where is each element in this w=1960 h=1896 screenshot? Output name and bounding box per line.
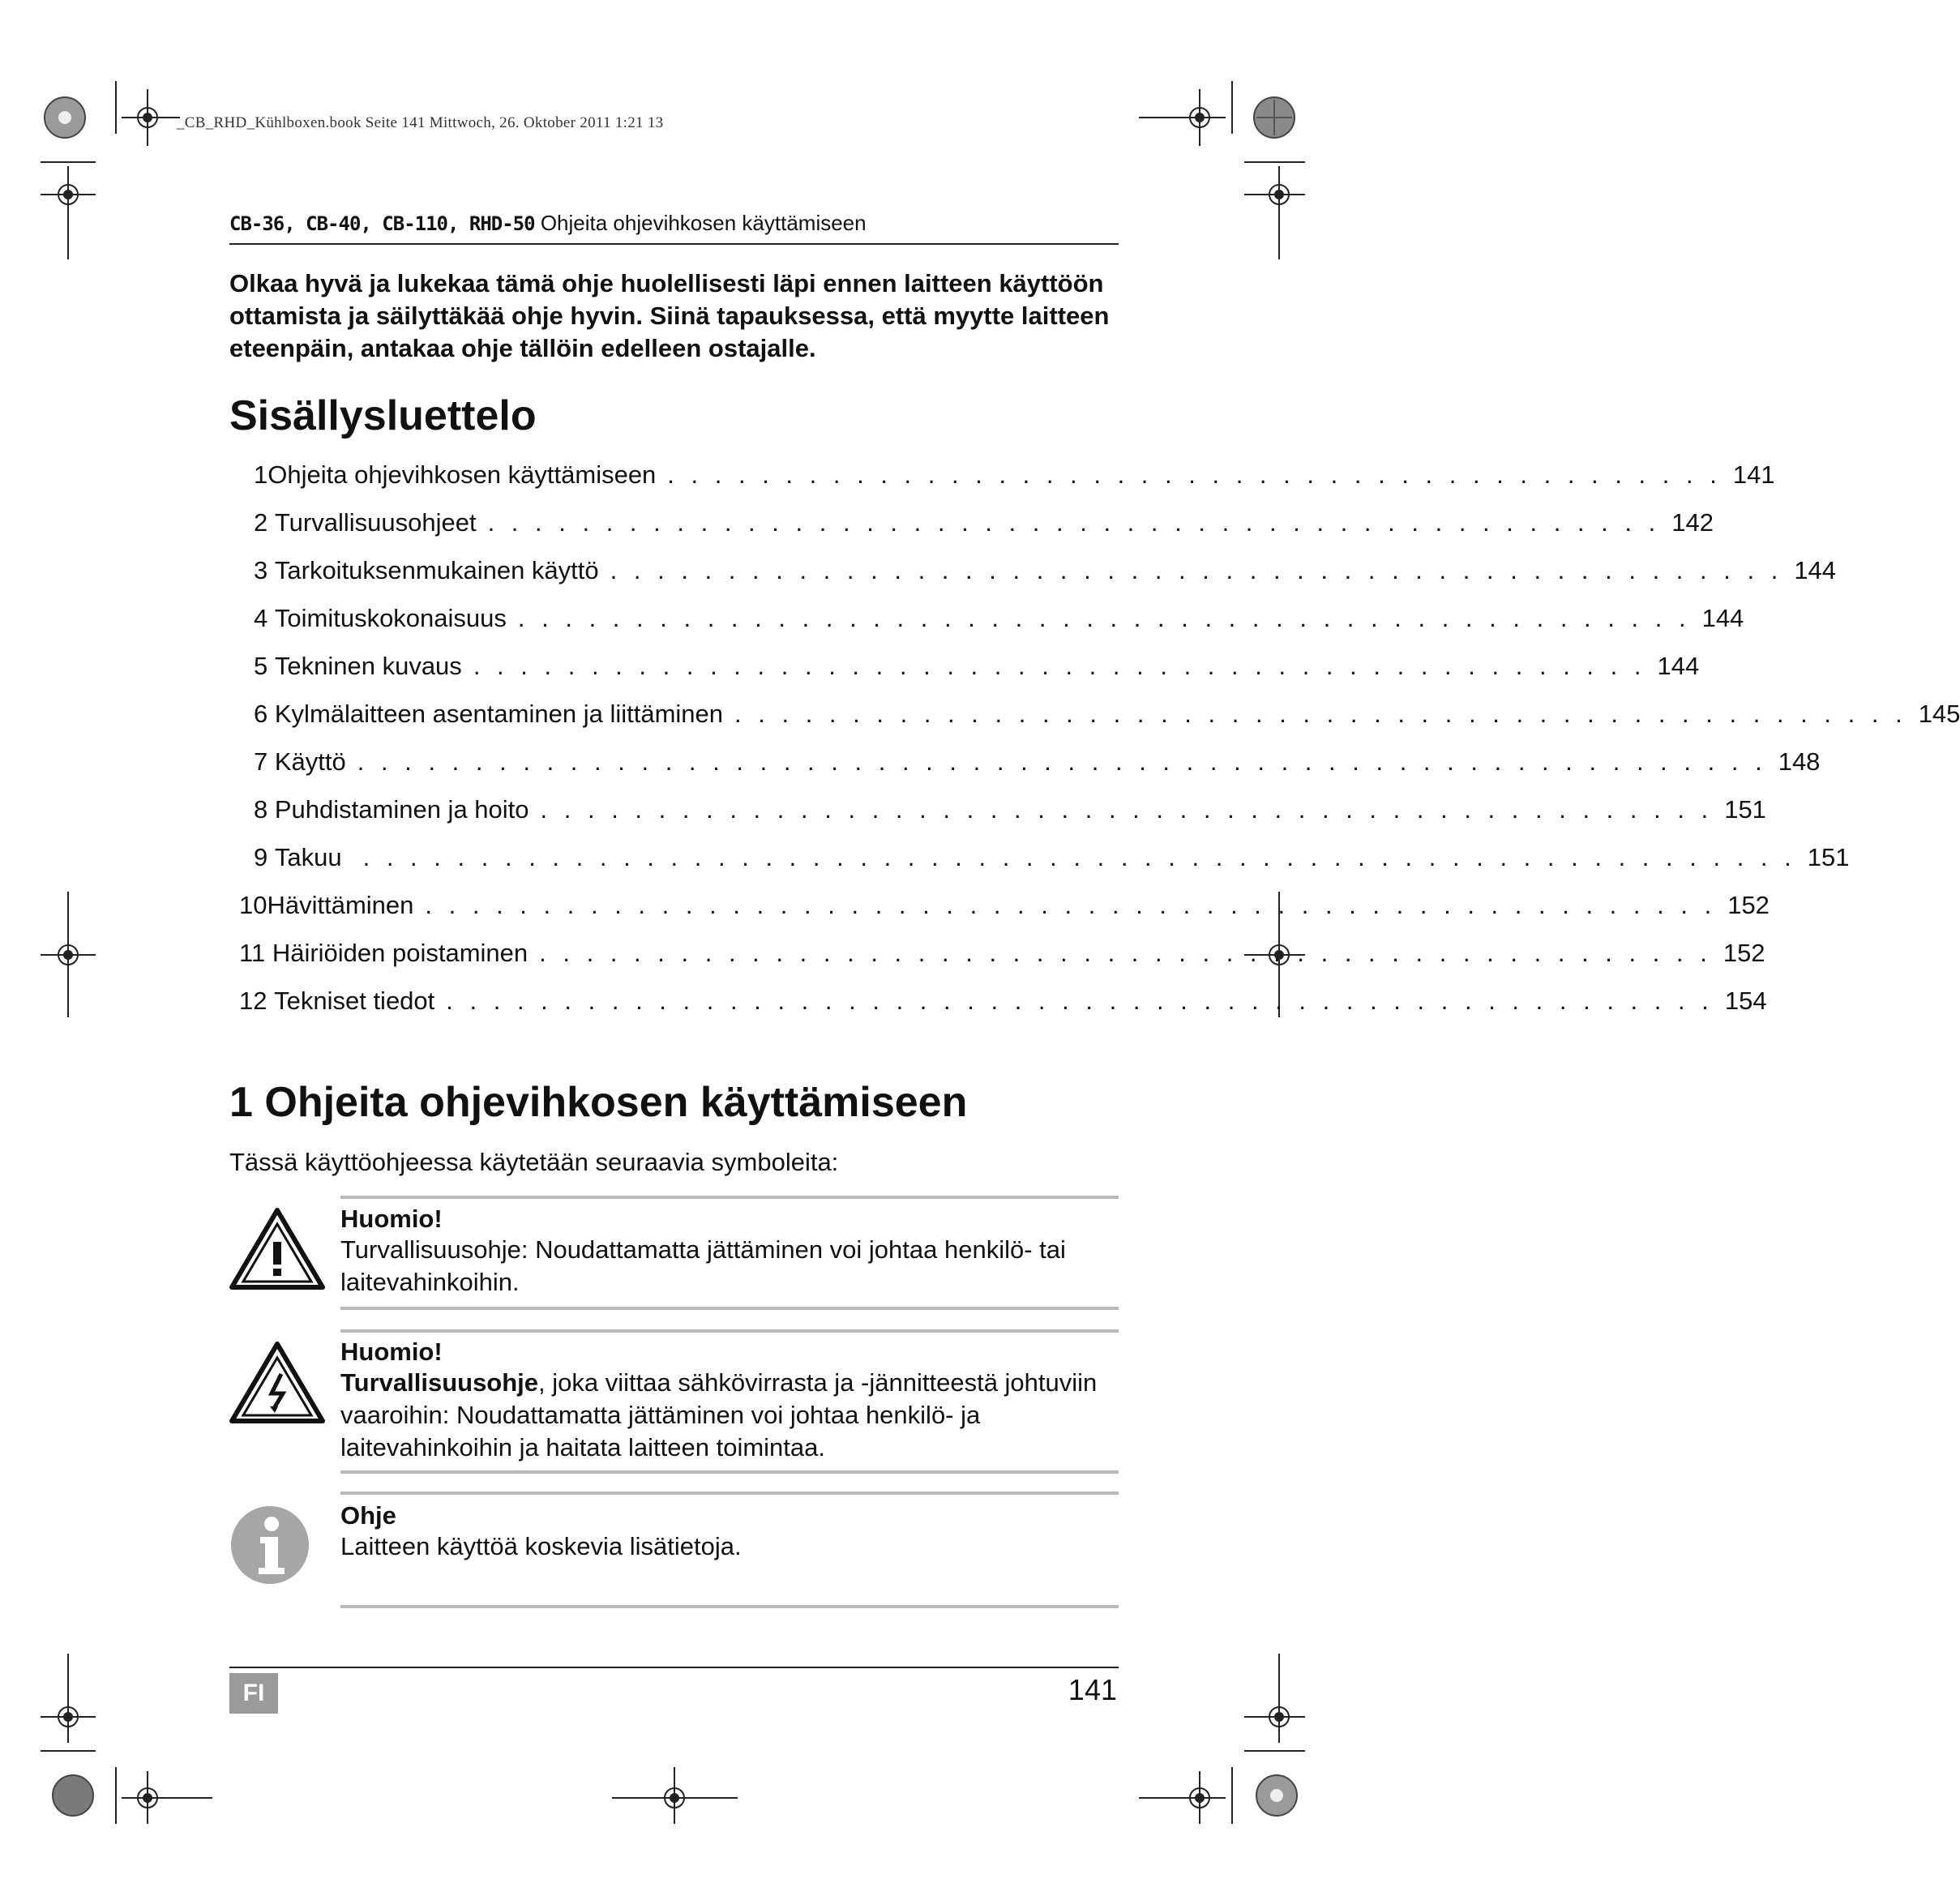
symbol-title: Huomio! <box>340 1205 443 1233</box>
footer-rule <box>229 1667 1119 1668</box>
toc-entry[interactable] <box>239 939 1765 971</box>
toc-entry[interactable] <box>254 843 1850 875</box>
toc-entry-number: 7 <box>254 747 268 776</box>
toc-entry-number: 9 <box>254 843 268 871</box>
toc-leader-dots: . . . . . . . . . . . . . . . . . . . . . . . . . . . . . . . . . . . . . . . . . . . . . . . . . . <box>539 939 1712 967</box>
toc-entry[interactable] <box>239 987 1767 1019</box>
color-target-icon <box>45 97 85 138</box>
color-target-icon <box>1254 97 1295 138</box>
toc-leader-dots: . . . . . . . . . . . . . . . . . . . . . . . . . . . . . . . . . . . . . . . . . . . . . . . . . . . . . . . . . . . . <box>357 747 1767 776</box>
toc-leader-dots: . . . . . . . . . . . . . . . . . . . . . . . . . . . . . . . . . . . . . . . . . . . . . . . . . . . . . . . . . . . . . <box>362 843 1796 871</box>
info-icon <box>229 1504 310 1586</box>
toc-entry-page: 152 <box>1727 891 1770 919</box>
divider <box>340 1196 1119 1199</box>
toc-entry-page: 145 <box>1918 700 1960 728</box>
toc-entry-title: Tarkoituksenmukainen käyttö <box>274 556 599 584</box>
divider <box>340 1470 1119 1474</box>
running-header <box>229 211 1119 245</box>
toc-leader-dots: . . . . . . . . . . . . . . . . . . . . . . . . . . . . . . . . . . . . . . . . . . . . . . . . . . <box>473 652 1646 680</box>
toc-entry-title: Tekninen kuvaus <box>274 652 462 680</box>
header-section-title: Ohjeita ohjevihkosen käyttämiseen <box>540 211 867 235</box>
toc-entry-number: 3 <box>254 556 268 584</box>
toc-entry-page: 144 <box>1701 604 1744 632</box>
toc-leader-dots: . . . . . . . . . . . . . . . . . . . . . . . . . . . . . . . . . . . . . . . . . . . . . . . . . . <box>610 556 1783 584</box>
toc-entry-number: 5 <box>254 652 268 680</box>
toc-entry-page: 152 <box>1722 939 1765 967</box>
toc-entry-title: Puhdistaminen ja hoito <box>274 795 529 824</box>
symbol-title: Ohje <box>340 1501 396 1530</box>
toc-entry-title: Ohjeita ohjevihkosen käyttämiseen <box>267 460 657 489</box>
electric-hazard-icon <box>229 1342 325 1424</box>
toc-entry[interactable] <box>254 700 1960 732</box>
toc-entry-page: 154 <box>1724 987 1767 1015</box>
toc-leader-dots: . . . . . . . . . . . . . . . . . . . . . . . . . . . . . . . . . . . . . . . . . . . . . . . . . . <box>517 604 1691 632</box>
book-info-line: _CB_RHD_Kühlboxen.book Seite 141 Mittwoch, 26. Oktober 2011 1:21 13 <box>177 114 664 131</box>
toc-entry[interactable] <box>254 460 1775 493</box>
toc-entry-title: Toimituskokonaisuus <box>274 604 507 632</box>
toc-entry-number: 1 <box>254 460 268 489</box>
toc-entry-page: 144 <box>1657 652 1700 680</box>
toc-entry[interactable] <box>254 604 1744 636</box>
symbol-description: Laitteen käyttöä koskevia lisätietoja. <box>340 1532 742 1560</box>
language-badge: FI <box>229 1673 278 1714</box>
toc-entry-title: Takuu <box>274 843 342 871</box>
toc-entry-number: 10 <box>239 891 267 919</box>
toc-entry-page: 141 <box>1732 460 1775 489</box>
toc-entry-title: Kylmälaitteen asentaminen ja liittäminen <box>274 700 724 728</box>
page-number: 141 <box>1068 1673 1117 1706</box>
toc-entry-title: Häiriöiden poistaminen <box>272 939 529 967</box>
toc-entry-page: 144 <box>1794 556 1837 584</box>
toc-entry[interactable] <box>254 556 1837 588</box>
symbols-lead-text: Tässä käyttöohjeessa käytetään seuraavia symboleita: <box>229 1148 839 1176</box>
toc-leader-dots: . . . . . . . . . . . . . . . . . . . . . . . . . . . . . . . . . . . . . . . . . . . . . . . . . . . . . . . <box>425 891 1717 919</box>
divider <box>340 1329 1119 1333</box>
toc-entry[interactable] <box>254 795 1766 828</box>
toc-entry-number: 2 <box>254 508 268 537</box>
symbol-title: Huomio! <box>340 1337 443 1366</box>
toc-entry[interactable] <box>254 652 1700 684</box>
toc-entry-number: 8 <box>254 795 268 824</box>
symbol-description-rest: , joka viittaa sähkövirrasta ja -jännitteestä johtuviin vaaroihin: Noudattamatta jättäminen voi johtaa henkilö- ja laitevahinkoihin ja haitata laitteen toimintaa. <box>340 1368 1098 1462</box>
toc-entry-number: 12 <box>239 987 267 1015</box>
intro-paragraph: Olkaa hyvä ja lukekaa tämä ohje huolellisesti läpi ennen laitteen käyttöön ottamista ja säilyttäkää ohje hyvin. Siinä tapauksessa, että myytte laitteen eteenpäin, antakaa ohje tällöin edelleen ostajalle. <box>229 269 1110 362</box>
symbol-description <box>340 1367 1119 1464</box>
toc-entry[interactable] <box>254 747 1821 780</box>
color-target-icon <box>1256 1775 1297 1816</box>
toc-entry-page: 142 <box>1671 508 1714 537</box>
divider <box>340 1492 1119 1495</box>
toc-leader-dots: . . . . . . . . . . . . . . . . . . . . . . . . . . . . . . . . . . . . . . . . . . . . . <box>667 460 1722 489</box>
toc-leader-dots: . . . . . . . . . . . . . . . . . . . . . . . . . . . . . . . . . . . . . . . . . . . . . . . . . . <box>540 795 1714 824</box>
toc-entry-number: 11 <box>239 939 266 967</box>
symbol-description: Turvallisuusohje: Noudattamatta jättäminen voi johtaa henkilö- tai laitevahinkoihin. <box>340 1235 1066 1296</box>
toc-leader-dots: . . . . . . . . . . . . . . . . . . . . . . . . . . . . . . . . . . . . . . . . . . . . . . . . . . <box>487 508 1661 537</box>
warning-triangle-icon <box>229 1208 325 1290</box>
toc-leader-dots: . . . . . . . . . . . . . . . . . . . . . . . . . . . . . . . . . . . . . . . . . . . . . . . . . . <box>734 700 1907 728</box>
toc-entry-page: 151 <box>1807 843 1850 871</box>
toc-entry-title: Tekniset tiedot <box>274 987 435 1015</box>
toc-entry-title: Hävittäminen <box>267 891 414 919</box>
toc-entry-number: 6 <box>254 700 268 728</box>
toc-entry-number: 4 <box>254 604 268 632</box>
color-target-icon <box>53 1775 93 1816</box>
toc-entry[interactable] <box>254 508 1714 541</box>
divider <box>340 1307 1119 1310</box>
section-heading: 1 Ohjeita ohjevihkosen käyttämiseen <box>229 1079 968 1126</box>
toc-entry-title: Turvallisuusohjeet <box>274 508 477 537</box>
toc-heading: Sisällysluettelo <box>229 392 537 439</box>
toc-entry-page: 148 <box>1778 747 1821 776</box>
toc-entry-page: 151 <box>1724 795 1766 824</box>
divider <box>340 1605 1119 1608</box>
toc-entry[interactable] <box>239 891 1770 923</box>
symbol-description-emphasis: Turvallisuusohje <box>340 1368 539 1397</box>
toc-entry-title: Käyttö <box>274 747 346 776</box>
toc-leader-dots: . . . . . . . . . . . . . . . . . . . . . . . . . . . . . . . . . . . . . . . . . . . . . . . . . . . . . . <box>446 987 1714 1015</box>
model-list: CB-36, CB-40, CB-110, RHD-50 <box>229 212 535 235</box>
